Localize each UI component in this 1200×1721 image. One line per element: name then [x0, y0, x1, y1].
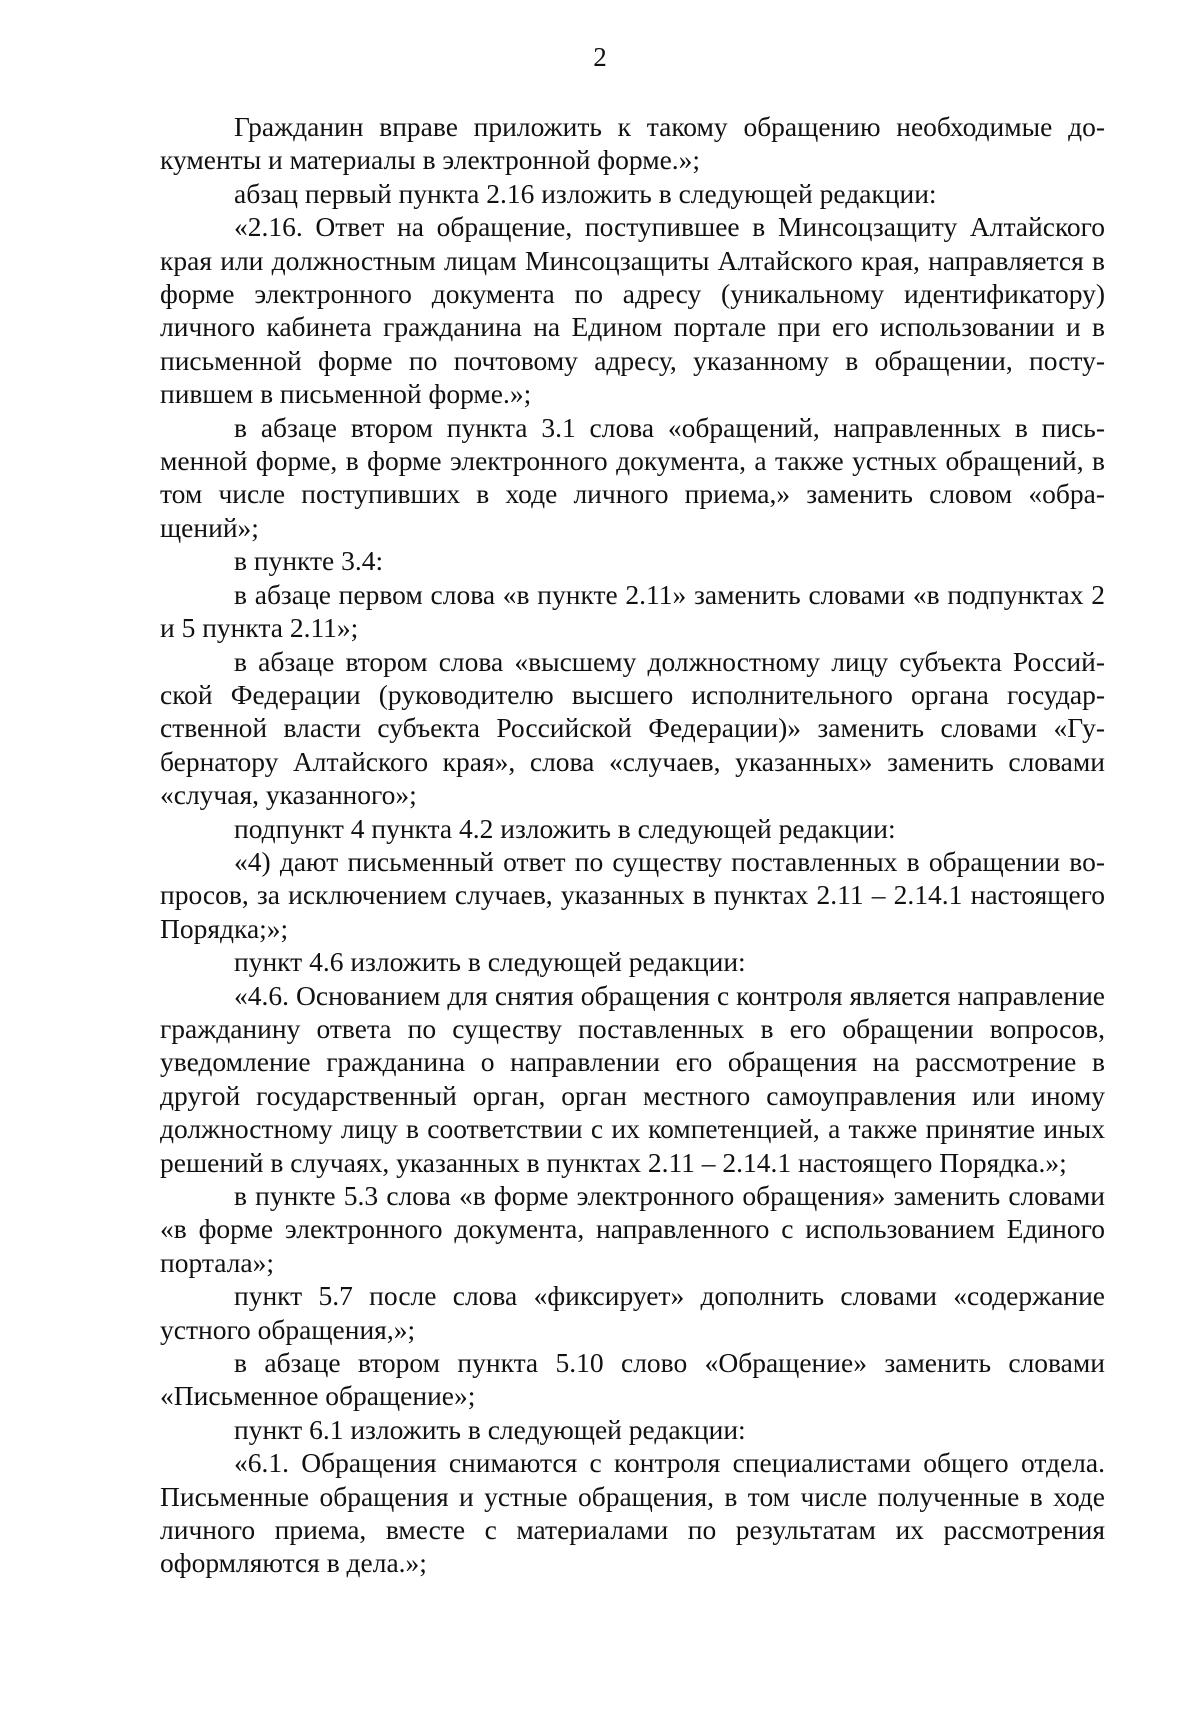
paragraph: пункт 5.7 после слова «фиксирует» дополнить словами «содержание устного обращения,»;: [160, 1280, 1105, 1345]
paragraph: «2.16. Ответ на обращение, поступившее в Минсоцзащиту Алтайского края или должностным лицам Минсоцзащиты Алтайского края, направляется в форме электронного документа по адресу (уникальному идентификатору) личного кабинета гражданина на Едином портале при его использовании и в письменной форме по почтовому адресу, указанному в обращении, поступившем в письменной форме.»;: [160, 211, 1105, 410]
paragraph: абзац первый пункта 2.16 изложить в следующей редакции:: [234, 177, 937, 209]
paragraph: в абзаце втором слова «высшему должностному лицу субъекта Российской Федерации (руководителю высшего исполнительного органа государственной власти субъекта Российской Федерации)» заменить словами «Губернатору Алтайского края», слова «случаев, указанных» заменить словами «случая, указанного»;: [160, 645, 1105, 811]
paragraph: «6.1. Обращения снимаются с контроля специалистами общего отдела. Письменные обращения и устные обращения, в том числе полученные в ходе личного приема, вместе с материалами по результатам их рассмотрения оформляются в дела.»;: [160, 1447, 1105, 1579]
paragraph: пункт 6.1 изложить в следующей редакции:: [234, 1413, 746, 1445]
paragraph: в абзаце втором пункта 3.1 слова «обращений, направленных в письменной форме, в форме электронного документа, а также устных обращений, в том числе поступивших в ходе личного приема,» заменить словом «обращений»;: [160, 411, 1105, 543]
paragraph: «4) дают письменный ответ по существу поставленных в обращении вопросов, за исключением случаев, указанных в пунктах 2.11 – 2.14.1 настоящего Порядка;»;: [160, 845, 1105, 944]
paragraph: пункт 4.6 изложить в следующей редакции:: [234, 946, 746, 978]
document-body: [160, 110, 1105, 1580]
paragraph: в абзаце втором пункта 5.10 слово «Обращение» заменить словами «Письменное обращение»;: [160, 1347, 1105, 1412]
paragraph: в пункте 3.4:: [234, 545, 384, 577]
page-number: 2: [593, 42, 607, 72]
paragraph: подпункт 4 пункта 4.2 изложить в следующей редакции:: [234, 812, 896, 844]
paragraph: в пункте 5.3 слова «в форме электронного обращения» заменить словами «в форме электронного документа, направленного с использованием Единого портала»;: [160, 1180, 1105, 1278]
paragraph: «4.6. Основанием для снятия обращения с контроля является направление гражданину ответа по существу поставленных в его обращении вопросов, уведомление гражданина о направлении его обращения на рассмотрение в другой государственный орган, орган местного самоуправления или иному должностному лицу в соответствии с их компетенцией, а также принятие иных решений в случаях, указанных в пунктах 2.11 – 2.14.1 настоящего Порядка.»;: [160, 979, 1105, 1178]
paragraph: в абзаце первом слова «в пункте 2.11» заменить словами «в подпунктах 2 и 5 пункта 2.11»;: [160, 578, 1105, 644]
paragraph: Гражданин вправе приложить к такому обращению необходимые документы и материалы в электронной форме.»;: [160, 111, 1105, 176]
